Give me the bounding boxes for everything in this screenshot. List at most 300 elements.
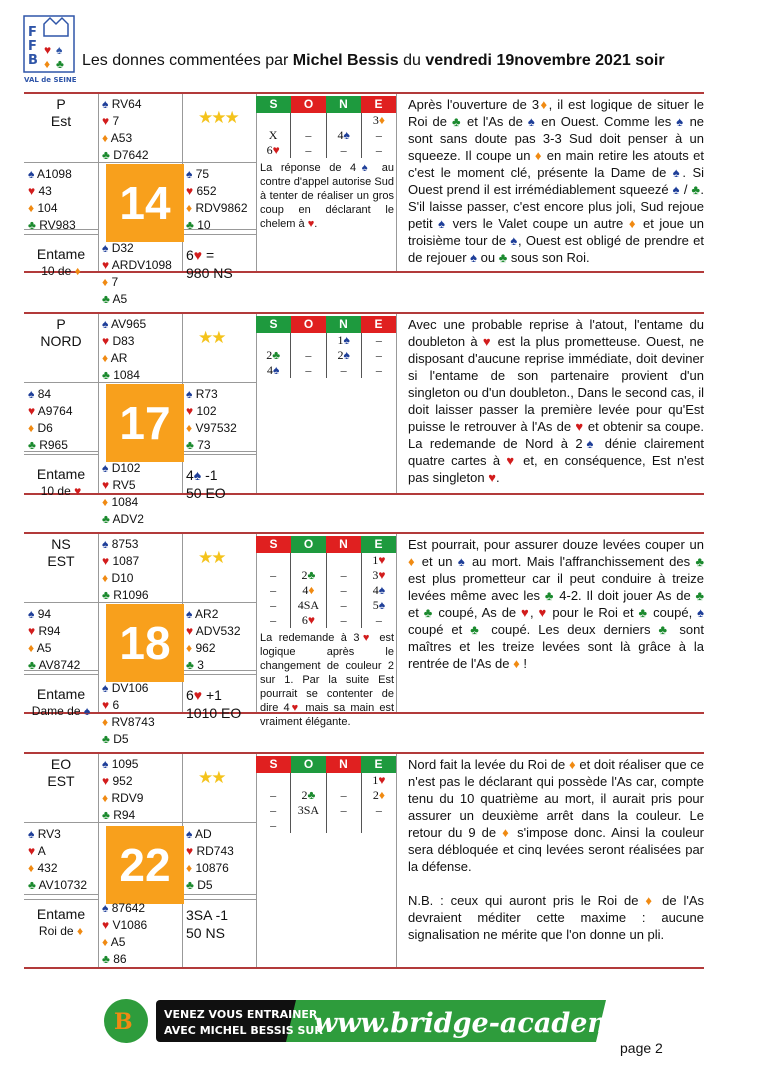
diamond-icon: ♦: [28, 421, 38, 435]
board-number: 17: [106, 384, 184, 462]
north-suit-line: [102, 113, 149, 130]
bid: –: [256, 598, 291, 613]
club-icon: ♣: [28, 878, 39, 892]
west-suit-line: [28, 183, 76, 200]
south-suit-line: [102, 697, 155, 714]
west-suit-line: [28, 606, 80, 623]
bid: –: [375, 333, 382, 347]
opening-lead-label: Entame: [36, 906, 86, 922]
west-cards: A1098: [37, 167, 72, 181]
west-cards: 432: [37, 861, 58, 875]
south-suit-line: [102, 274, 172, 291]
west-suit-line: [28, 403, 73, 420]
south-suit-line: [102, 240, 172, 257]
south-suit-line: [102, 477, 144, 494]
north-hand: [102, 316, 146, 384]
bid: –: [256, 613, 291, 628]
south-suit-line: [102, 934, 147, 951]
contract: 6♥ +1: [186, 687, 222, 703]
west-suit-line: [28, 437, 73, 454]
club-icon: ♣: [28, 218, 40, 232]
bid: –: [375, 613, 382, 627]
spade-icon: ♠: [102, 97, 112, 111]
diamond-icon: ♦: [186, 201, 196, 215]
bidding-row: [256, 568, 396, 583]
west-cards: RV3: [37, 827, 61, 841]
svg-text:F: F: [28, 39, 37, 54]
club-icon: ♣: [102, 292, 113, 306]
bid: [291, 553, 326, 568]
bid: [362, 818, 396, 833]
bid: [327, 773, 362, 788]
bidding-row: [256, 363, 396, 378]
column-divider: [98, 94, 99, 271]
west-cards: A9764: [37, 404, 73, 418]
heart-icon: ♥: [102, 258, 112, 272]
bidding-table: [256, 96, 396, 158]
south-cards: D102: [111, 461, 141, 475]
heart-icon: ♥: [186, 404, 197, 418]
bidding-row: [256, 773, 396, 788]
diamond-icon: ♦: [28, 641, 37, 655]
heart-icon: ♥: [102, 114, 113, 128]
bidding-col-o: O: [291, 316, 326, 333]
club-icon: ♣: [28, 438, 40, 452]
bid: 2♣: [291, 568, 326, 583]
spade-icon: ♠: [186, 387, 196, 401]
east-cards: 962: [195, 641, 216, 655]
north-suit-line: [102, 570, 149, 587]
north-cards: 952: [112, 774, 133, 788]
bid: 2♣: [291, 788, 326, 803]
north-suit-line: [102, 536, 149, 553]
west-cards: R965: [39, 438, 68, 452]
north-suit-line: [102, 316, 146, 333]
north-cards: 1084: [113, 368, 140, 382]
board-number: 22: [106, 826, 184, 904]
svg-text:♠: ♠: [56, 43, 63, 57]
heart-icon: ♥: [186, 184, 197, 198]
bidding-row: [256, 113, 396, 128]
spade-icon: ♠: [186, 827, 196, 841]
score: 50 NS: [186, 925, 225, 941]
east-cards: D5: [197, 878, 213, 892]
bidding-col-s: S: [256, 96, 291, 113]
east-suit-line: [186, 843, 234, 860]
heart-icon: ♥: [28, 624, 39, 638]
score: 980 NS: [186, 265, 233, 281]
south-suit-line: [102, 511, 144, 528]
banner-line2: AVEC MICHEL BESSIS SUR: [164, 1024, 323, 1037]
east-cards: 3: [197, 658, 204, 672]
club-icon: ♣: [102, 588, 114, 602]
bid: –: [375, 143, 382, 157]
heart-icon: ♥: [102, 918, 113, 932]
north-suit-line: [102, 333, 146, 350]
board-number: 18: [106, 604, 184, 682]
north-cards: AV965: [111, 317, 147, 331]
commentary-note: N.B. : ceux qui auront pris le Roi de ♦ de l'As devraient méditer cette maxime : aucune signalisation ne mérite que l'on donne un pli.: [408, 893, 704, 942]
spade-icon: ♠: [102, 757, 112, 771]
dealer-vulnerability: [24, 536, 98, 570]
commentary: Avec une probable reprise à l'atout, l'entame du doubleton à ♥ est la plus prometteuse. Ouest, ne disposant d'aucune reprise immédiate, doit deviner si l'entame de son partenaire provient d'un singleton ou d'un doubleton., Dans le second cas, il doit laisser passer la première levée pour qu'Est puisse le retrouver à l'As de ♥ et obtenir sa coupe. La redemande de Nord à 2♠ dénie clairement quatre cartes à ♥ et, en conséquence, Est n'est pas singleton ♥.: [408, 317, 705, 485]
commentary: Après l'ouverture de 3♦, il est logique de situer le Roi de ♣ et l'As de ♠ en Ouest. Comme les ♠ ne sont sans doute pas 3-3 Sud doit penser à un squeeze. Il coupe un ♦ en main retire les atouts et c'est le moment clé, présente la Dame de ♠. Si Ouest prend il est irrémédiablement squeezé ♠ / ♣. S'il laisse passer, c'est encore plus joli, Sud rejoue petit ♠ vers le Valet coupe un autre ♦ et joue un troisième tour de ♠, Ouest est obligé de prendre et de rejouer ♠ ou ♣ sous son Roi.: [408, 97, 705, 265]
south-hand: [102, 240, 172, 308]
bidding-col-o: O: [291, 96, 326, 113]
dealer-label: Est: [50, 113, 72, 129]
bid: –: [327, 568, 362, 583]
north-cards: 8753: [111, 537, 139, 551]
bidding-col-e: E: [361, 316, 396, 333]
west-cards: 84: [37, 387, 52, 401]
south-cards: 1084: [111, 495, 139, 509]
opening-lead: [24, 246, 98, 278]
east-hand: [186, 826, 234, 894]
north-suit-line: [102, 756, 143, 773]
east-suit-line: [186, 657, 241, 674]
east-suit-line: [186, 860, 234, 877]
column-divider: [396, 314, 397, 493]
score: 1010 EO: [186, 705, 242, 721]
contract-result: [186, 246, 233, 282]
board-section: [24, 312, 705, 526]
diamond-icon: ♦: [186, 421, 196, 435]
bidding-table: [256, 316, 396, 378]
bid: –: [256, 568, 291, 583]
spade-icon: ♠: [102, 901, 112, 915]
south-suit-line: [102, 731, 155, 748]
bid: –: [327, 583, 362, 598]
south-cards: 86: [113, 952, 127, 966]
west-cards: A5: [36, 641, 52, 655]
north-cards: RDV9: [111, 791, 144, 805]
bid: 4♦: [291, 583, 326, 598]
north-cards: 7: [112, 114, 120, 128]
east-cards: AR2: [195, 607, 219, 621]
east-suit-line: [186, 623, 241, 640]
contract-result: [186, 686, 241, 722]
north-cards: D10: [111, 571, 134, 585]
diamond-icon: ♦: [186, 641, 196, 655]
opening-lead-card: 10 de ♦: [41, 264, 81, 278]
column-divider: [98, 314, 99, 493]
logo-subtitle: VAL de SEINE: [24, 76, 77, 84]
bidding-col-n: N: [326, 316, 361, 333]
board-section: [24, 752, 704, 969]
north-cards: R94: [113, 808, 136, 822]
bidding-col-s: S: [256, 536, 291, 553]
west-cards: 43: [38, 184, 52, 198]
north-suit-line: [102, 773, 143, 790]
east-cards: R73: [195, 387, 218, 401]
spade-icon: ♠: [102, 241, 112, 255]
bidding-note: La réponse de 4♠ au contre d'appel autorise Sud à tenter de réaliser un gros coup en déclarant le chelem à ♥.: [260, 162, 395, 230]
row-divider: [182, 899, 256, 900]
bidding-col-e: E: [361, 756, 396, 773]
bid: –: [375, 128, 382, 142]
bid: –: [256, 583, 291, 598]
heart-icon: ♥: [102, 774, 113, 788]
bid: 2♦: [372, 788, 385, 802]
svg-text:♣: ♣: [56, 57, 64, 71]
row-divider: [24, 899, 98, 900]
west-suit-line: [28, 860, 87, 877]
row-divider: [24, 234, 98, 235]
bid: 6♥: [291, 613, 326, 628]
west-suit-line: [28, 420, 73, 437]
spade-icon: ♠: [28, 607, 38, 621]
difficulty-stars: ★★: [198, 768, 225, 787]
diamond-icon: ♦: [102, 935, 111, 949]
banner-line1: VENEZ VOUS ENTRAINER: [164, 1008, 318, 1021]
diamond-icon: ♦: [28, 861, 38, 875]
club-icon: ♣: [186, 658, 198, 672]
diamond-icon: ♦: [102, 275, 112, 289]
east-cards: ADV532: [195, 624, 241, 638]
contract: 6♥ =: [186, 247, 215, 263]
svg-text:B: B: [114, 1009, 133, 1035]
diamond-icon: ♦: [102, 715, 112, 729]
east-hand: [186, 166, 248, 234]
north-hand: [102, 756, 143, 824]
column-divider: [396, 534, 397, 712]
bid: –: [327, 613, 362, 628]
east-cards: 10: [197, 218, 211, 232]
bid: 4♠: [256, 363, 291, 378]
west-suit-line: [28, 657, 80, 674]
club-icon: ♣: [186, 218, 198, 232]
opening-lead: [24, 686, 98, 718]
east-suit-line: [186, 606, 241, 623]
bidding-row: [256, 583, 396, 598]
vulnerability-label: NS: [51, 536, 71, 552]
north-hand: [102, 96, 149, 164]
diamond-icon: ♦: [102, 131, 111, 145]
south-suit-line: [102, 257, 172, 274]
spade-icon: ♠: [28, 827, 38, 841]
south-cards: A5: [112, 292, 128, 306]
bid: 6♥: [256, 143, 291, 158]
north-suit-line: [102, 350, 146, 367]
bid: X: [256, 128, 291, 143]
bidding-table: [256, 756, 396, 833]
spade-icon: ♠: [186, 167, 196, 181]
south-suit-line: [102, 460, 144, 477]
east-suit-line: [186, 200, 248, 217]
bid: –: [327, 598, 362, 613]
column-divider: [396, 754, 397, 967]
bid: 1♥: [372, 553, 386, 567]
bidding-col-o: O: [291, 536, 326, 553]
contract-result: [186, 466, 226, 502]
dealer-vulnerability: [24, 756, 98, 790]
bid: –: [375, 363, 382, 377]
heart-icon: ♥: [186, 844, 197, 858]
east-cards: 652: [196, 184, 217, 198]
opening-lead: [24, 906, 98, 938]
north-cards: D83: [112, 334, 135, 348]
bidding-row: [256, 143, 396, 158]
east-cards: RD743: [196, 844, 234, 858]
west-cards: A: [37, 844, 46, 858]
north-cards: 1087: [112, 554, 140, 568]
opening-lead-card: Roi de ♦: [38, 924, 84, 938]
south-hand: [102, 900, 147, 968]
east-suit-line: [186, 877, 234, 894]
spade-icon: ♠: [28, 167, 38, 181]
bid: [327, 553, 362, 568]
south-cards: V1086: [112, 918, 148, 932]
page-title: Les donnes commentées par Michel Bessis du vendredi 19novembre 2021 soir: [82, 52, 665, 69]
bid: [256, 553, 291, 568]
bid: 3SA: [291, 803, 326, 818]
bid: –: [327, 803, 362, 818]
vulnerability-label: EO: [50, 756, 72, 772]
row-divider: [182, 674, 256, 675]
north-suit-line: [102, 807, 143, 824]
bid: 2♠: [327, 348, 362, 363]
opening-lead-card: Dame de ♠: [31, 704, 91, 718]
south-cards: DV106: [111, 681, 149, 695]
heart-icon: ♥: [28, 844, 38, 858]
bidding-row: [256, 598, 396, 613]
north-suit-line: [102, 96, 149, 113]
club-icon: ♣: [102, 512, 113, 526]
diamond-icon: ♦: [186, 861, 196, 875]
south-cards: ADV2: [112, 512, 144, 526]
bid: [291, 333, 326, 348]
bid: –: [291, 348, 326, 363]
spade-icon: ♠: [102, 461, 112, 475]
west-hand: [28, 166, 76, 234]
bid: –: [291, 363, 326, 378]
svg-text:♦: ♦: [44, 57, 51, 71]
north-cards: A53: [110, 131, 133, 145]
bidding-row: [256, 788, 396, 803]
diamond-icon: ♦: [102, 571, 112, 585]
commentary: Nord fait la levée du Roi de ♦ et doit réaliser que ce n'est pas le déclarant qui possède l'As car, compte tenu du 10 quatrième au mort, il aurait pris pour assurer un deuxième arrêt dans la couleur. Le retour du 9 de ♦ s'impose donc. Ainsi la couleur sera débloquée et cinq levées seront réalisées par la défense. N.B. : ceux qui auront pris le Roi de ♦ de l'As devraient méditer cette maxime : aucune signalisation ne mérite que l'on donne un pli.: [408, 757, 705, 942]
svg-text:F: F: [28, 25, 37, 40]
dealer-label: NORD: [40, 333, 82, 349]
east-suit-line: [186, 437, 237, 454]
heart-icon: ♥: [102, 478, 113, 492]
south-cards: 7: [111, 275, 119, 289]
south-cards: D5: [113, 732, 129, 746]
bid: 3♦: [372, 113, 385, 127]
east-suit-line: [186, 826, 234, 843]
difficulty-stars: ★★★: [198, 108, 238, 127]
bidding-col-n: N: [326, 536, 361, 553]
bid: –: [375, 348, 382, 362]
south-cards: 87642: [111, 901, 146, 915]
east-cards: 102: [196, 404, 217, 418]
bid: [256, 113, 291, 128]
south-hand: [102, 460, 144, 528]
bidding-row: [256, 553, 396, 568]
east-cards: AD: [195, 827, 212, 841]
spade-icon: ♠: [102, 317, 112, 331]
bidding-row: [256, 333, 396, 348]
west-hand: [28, 826, 87, 894]
ffbd-logo: [22, 14, 76, 74]
bid: [327, 113, 362, 128]
club-icon: ♣: [186, 438, 198, 452]
bid: –: [256, 818, 291, 833]
club-icon: ♣: [28, 658, 39, 672]
row-divider: [182, 894, 256, 895]
south-cards: ARDV1098: [111, 258, 172, 272]
club-icon: ♣: [186, 878, 198, 892]
difficulty-stars: ★★: [198, 328, 225, 347]
south-cards: 6: [112, 698, 120, 712]
bid: –: [327, 363, 362, 378]
west-cards: R94: [38, 624, 61, 638]
bid: [291, 818, 326, 833]
heart-icon: ♥: [28, 184, 39, 198]
contract-result: [186, 906, 228, 942]
svg-text:B: B: [28, 53, 38, 68]
bidding-col-n: N: [326, 756, 361, 773]
west-cards: RV983: [39, 218, 76, 232]
bid: 4SA: [291, 598, 326, 613]
bid: 1♠: [327, 333, 362, 348]
south-cards: A5: [110, 935, 126, 949]
north-cards: R1096: [113, 588, 149, 602]
club-icon: ♣: [102, 368, 114, 382]
bidding-row: [256, 348, 396, 363]
column-divider: [98, 534, 99, 712]
bidding-col-s: S: [256, 756, 291, 773]
east-suit-line: [186, 166, 248, 183]
south-suit-line: [102, 917, 147, 934]
bidding-col-o: O: [291, 756, 326, 773]
column-divider: [396, 94, 397, 271]
diamond-icon: ♦: [28, 201, 38, 215]
opening-lead-label: Entame: [36, 246, 86, 262]
east-cards: 10876: [195, 861, 229, 875]
opening-lead: [24, 466, 98, 498]
west-cards: AV8742: [38, 658, 81, 672]
bidding-header: [256, 756, 396, 773]
north-suit-line: [102, 130, 149, 147]
row-divider: [182, 234, 256, 235]
bid: –: [291, 128, 326, 143]
club-icon: ♣: [102, 808, 114, 822]
east-hand: [186, 606, 241, 674]
dealer-vulnerability: [24, 316, 98, 350]
south-suit-line: [102, 900, 147, 917]
contract: 3SA -1: [186, 907, 229, 923]
north-suit-line: [102, 367, 146, 384]
heart-icon: ♥: [102, 698, 113, 712]
east-suit-line: [186, 403, 237, 420]
bidding-note: La redemande à 3♥ est logique après le changement de couleur 2 sur 1. Par la suite Est pourrait se contenter de dire 4♥ mais sa main est vraiment élégante.: [260, 632, 394, 728]
spade-icon: ♠: [28, 387, 38, 401]
west-cards: AV10732: [38, 878, 88, 892]
west-cards: 94: [37, 607, 52, 621]
bid: 4♠: [327, 128, 362, 143]
east-cards: 73: [197, 438, 211, 452]
bid: 3♥: [372, 568, 386, 582]
bidding-header: [256, 96, 396, 113]
opening-lead-label: Entame: [36, 686, 86, 702]
row-divider: [182, 454, 256, 455]
bidding-col-e: E: [361, 96, 396, 113]
bid: –: [327, 143, 362, 158]
bid: –: [327, 788, 362, 803]
column-divider: [98, 754, 99, 967]
south-hand: [102, 680, 155, 748]
